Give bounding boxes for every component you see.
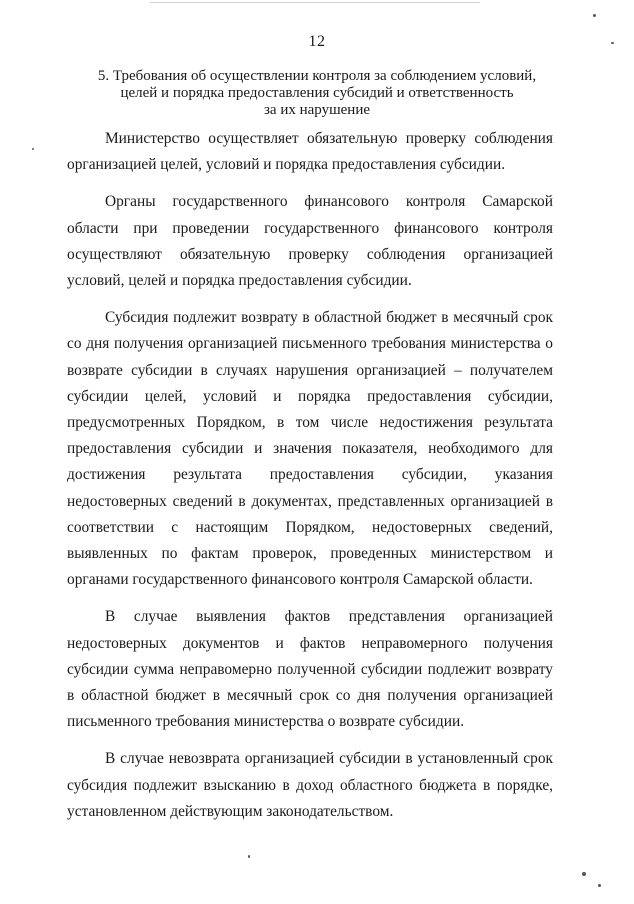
scan-speck (611, 42, 614, 44)
body-text (67, 126, 553, 836)
paragraph-4: В случае выявления фактов представления организацией недостоверных документов и фактов неправомерного получения субсидии сумма неправомерно полученной субсидии подлежит возврату в областной бюджет в месячный срок со дня получения организацией письменного требования министерства о возврате субсидии. (67, 608, 553, 731)
paragraph-5: В случае невозврата организацией субсидии в установленный срок субсидия подлежит взысканию в доход областного бюджета в порядке, установленном действующим законодательством. (67, 750, 553, 820)
scan-speck (32, 148, 34, 150)
heading-line-1: 5. Требования об осуществлении контроля за соблюдением условий, (97, 68, 537, 84)
heading-line-3: за их нарушение (263, 102, 371, 118)
section-heading (80, 68, 554, 119)
paragraph-2: Органы государственного финансового контроля Самарской области при проведении государственного финансового контроля осуществляют обязательную проверку соблюдения организацией условий, целей и порядка предоставления субсидии. (67, 193, 553, 290)
scan-speck (598, 884, 601, 887)
paragraph-1: Министерство осуществляет обязательную проверку соблюдения организацией целей, условий и порядка предоставления субсидии. (67, 130, 553, 174)
heading-line-2: целей и порядка предоставления субсидий и ответственность (120, 85, 514, 101)
page-number: 12 (308, 33, 326, 50)
scan-speck (248, 855, 250, 858)
scan-speck (582, 872, 586, 876)
scan-speck (593, 14, 596, 17)
paragraph-3: Субсидия подлежит возврату в областной бюджет в месячный срок со дня получения организацией письменного требования министерства о возврате субсидии в случаях нарушения организацией – получателем субсидии целей, условий и порядка предоставления субсидии, предусмотренных Порядком, в том числе недостижения результата предоставления субсидии и значения показателя, необходимого для достижения результата предоставления субсидии, указания недостоверных сведений в документах, представленных организацией в соответствии с настоящим Порядком, недостоверных сведений, выявленных по фактам проверок, проведенных министерством и органами государственного финансового контроля Самарской области. (67, 309, 553, 589)
scan-edge-line (150, 2, 480, 3)
